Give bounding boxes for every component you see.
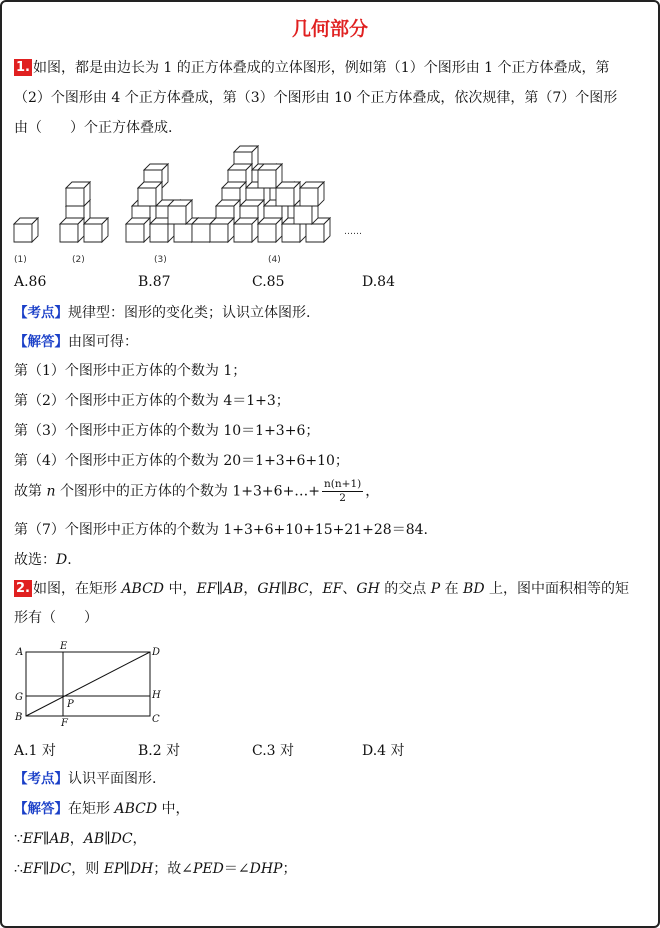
text-run: 在 (440, 581, 464, 597)
cube (14, 218, 38, 242)
math-symbol: BD (463, 581, 485, 597)
q1-option-a[interactable]: A.86 (14, 274, 47, 290)
text-run: 上，图中面积相等的矩 (484, 581, 629, 597)
figure-label: (1) (14, 255, 27, 265)
point-d-label: D (152, 647, 161, 658)
text-run: ， (308, 581, 323, 597)
text-run: ∥ (280, 581, 288, 597)
q1-general-formula: 故第 n 个图形中的正方体的个数为 1+3+6+…+ $\frac{n(n+1)}{2}$ ， (14, 478, 380, 504)
math-symbol: ABCD (121, 581, 165, 597)
point-b-label: B (15, 712, 23, 723)
text-run: ， (132, 831, 147, 847)
figure-label: (4) (268, 255, 281, 265)
math-symbol: AB (222, 581, 244, 597)
text-run: ∴ (14, 861, 23, 877)
math-symbol: EF (322, 581, 343, 597)
cube (60, 218, 84, 242)
text-run: ； (282, 861, 297, 877)
cube (84, 218, 108, 242)
math-symbol: DC (49, 861, 72, 877)
cube (258, 218, 282, 242)
q2-option-d[interactable]: D.4 对 (362, 743, 405, 759)
cube (126, 218, 150, 242)
math-symbol: EP (103, 861, 124, 877)
q2-therefore-line (14, 859, 296, 879)
cube (138, 182, 162, 206)
math-symbol: ABCD (114, 801, 158, 817)
text-run: 中， (164, 581, 197, 597)
math-symbol: EF (196, 581, 217, 597)
point-h-label: H (152, 690, 161, 701)
q1-step-7: 第（7）个图形中正方体的个数为 1+3+6+10+15+21+28＝84. (14, 522, 428, 538)
diagonal-bd (26, 652, 150, 716)
q1-option-b[interactable]: B.87 (138, 274, 171, 290)
math-symbol: GH (257, 581, 281, 597)
q1-cube-figures (8, 144, 368, 266)
q2-kaodian-tag: 【考点】 (14, 771, 68, 787)
q1-option-c[interactable]: C.85 (252, 274, 285, 290)
point-c-label: C (152, 714, 160, 725)
point-p-label: P (67, 699, 74, 710)
math-symbol: DC (110, 831, 133, 847)
text-run: ，则 (71, 861, 104, 877)
math-symbol: EF (22, 831, 43, 847)
text-run: ∥ (42, 861, 50, 877)
text-run: ＝∠ (223, 861, 250, 877)
text-run: 在矩形 (68, 801, 115, 817)
q1-stem-line-3: 由（ ）个正方体叠成. (14, 120, 173, 136)
q1-kaodian-tag: 【考点】 (14, 305, 68, 321)
cube (258, 164, 282, 188)
q2-kaodian: 【考点】认识平面图形. (14, 771, 157, 787)
point-e-label: E (60, 641, 68, 652)
q2-rectangle-figure (12, 640, 162, 726)
q1-fraction: $\frac{n(n+1)}{2}$ (324, 478, 362, 504)
q2-jieda-tag: 【解答】 (14, 801, 68, 817)
q1-jieda: 【解答】由图可得： (14, 334, 138, 350)
q2-jieda (14, 799, 190, 819)
q2-because-line (14, 829, 147, 849)
text-run: 中， (157, 801, 190, 817)
q1-step-2: 第（2）个图形中正方体的个数为 4＝1+3； (14, 393, 290, 409)
q1-step-4: 第（4）个图形中正方体的个数为 20＝1+3+6+10； (14, 453, 349, 469)
page-title: 几何部分 (291, 18, 368, 40)
text-run: ， (243, 581, 258, 597)
q1-answer: 故选：D. (14, 552, 72, 568)
figure-label: (2) (72, 255, 85, 265)
text-run: ；故∠ (153, 861, 193, 877)
math-symbol: AB (49, 831, 70, 847)
text-run: ， (69, 831, 84, 847)
math-symbol: BC (287, 581, 309, 597)
cube (210, 218, 234, 242)
figure-ellipsis: …… (344, 227, 362, 237)
q1-step-3: 第（3）个图形中正方体的个数为 10＝1+3+6； (14, 423, 320, 439)
math-symbol: EF (22, 861, 43, 877)
cube (66, 182, 90, 206)
math-symbol: GH (356, 581, 380, 597)
q1-step-1: 第（1）个图形中正方体的个数为 1； (14, 363, 247, 379)
cube (168, 200, 192, 224)
q2-stem-line-1 (14, 579, 629, 599)
q1-stem-line-1: 1. 如图，都是由边长为 1 的正方体叠成的立体图形，例如第（1）个图形由 1 个正方体叠成，第 (16, 60, 610, 76)
q2-stem-line-2: 形有（ ） (14, 610, 98, 626)
cube (276, 182, 300, 206)
math-symbol: P (430, 581, 441, 597)
text-run: 如图，在矩形 (32, 581, 122, 597)
q1-stem-line-2: （2）个图形由 4 个正方体叠成，第（3）个图形由 10 个正方体叠成，依次规律，第（7）个图形 (14, 90, 618, 106)
q1-kaodian: 【考点】规律型：图形的变化类；认识立体图形. (14, 305, 311, 321)
q1-option-d[interactable]: D.84 (362, 274, 395, 290)
q2-option-b[interactable]: B.2 对 (138, 743, 181, 759)
cube (234, 218, 258, 242)
text-run: ∥ (104, 831, 111, 847)
q1-number-badge: 1. (16, 60, 30, 75)
q2-option-c[interactable]: C.3 对 (252, 743, 295, 759)
q2-option-a[interactable]: A.1 对 (14, 743, 56, 759)
math-symbol: DHP (249, 861, 283, 877)
math-symbol: PED (193, 861, 224, 877)
text-run: 的交点 (379, 581, 431, 597)
text-run: ∥ (42, 831, 50, 847)
cube (300, 182, 324, 206)
math-symbol: AB (83, 831, 105, 847)
figure-label: (3) (154, 255, 167, 265)
q1-jieda-tag: 【解答】 (14, 334, 68, 350)
point-g-label: G (15, 692, 23, 703)
text-run: ∥ (216, 581, 223, 597)
text-run: ∵ (14, 831, 23, 847)
text-run: 、 (342, 581, 357, 597)
math-symbol: DH (129, 861, 154, 877)
point-a-label: A (16, 647, 24, 658)
point-f-label: F (61, 718, 68, 726)
text-run: ∥ (123, 861, 130, 877)
q2-number-badge: 2. (16, 581, 30, 596)
